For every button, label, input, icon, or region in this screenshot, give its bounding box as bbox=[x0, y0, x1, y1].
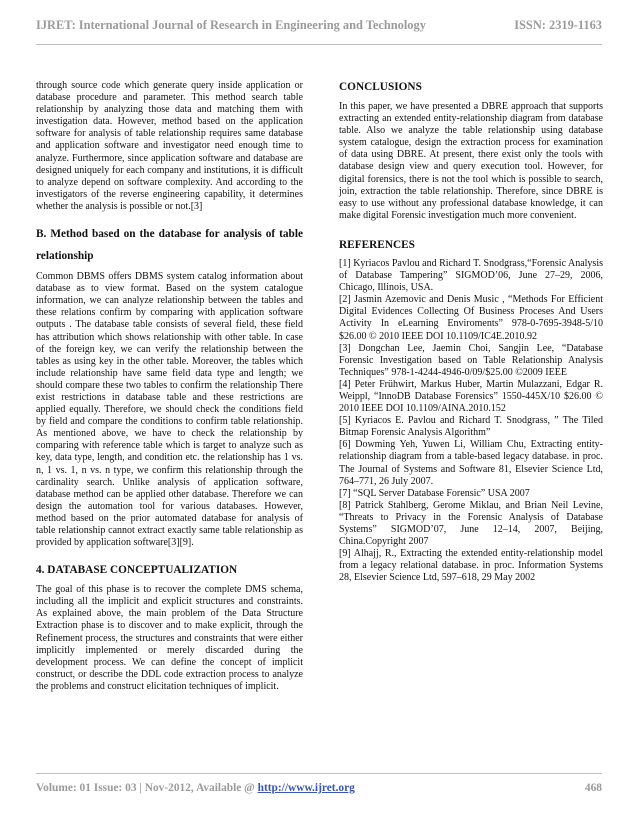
right-column bbox=[339, 80, 603, 584]
conclusions-heading: CONCLUSIONS bbox=[339, 81, 422, 93]
page-number: 468 bbox=[584, 782, 602, 794]
reference-item: [6] Dowming Yeh, Yuwen Li, William Chu, Extracting entity-relationship diagram from a table-based legacy database. in proc. The Journal of Systems and Software 81, Elsevier Science Ltd, 764–771, 26 July 2007. bbox=[339, 439, 603, 487]
reference-item: [7] “SQL Server Database Forensic” USA 2007 bbox=[339, 487, 530, 499]
page-footer bbox=[36, 778, 602, 798]
reference-item: [9] Alhajj, R., Extracting the extended entity-relationship model from a legacy relational database. in proc. Information Systems 28, Elsevier Science Ltd, 597–618, 29 May 2002 bbox=[339, 548, 603, 584]
section-b-paragraph: Common DBMS offers DBMS system catalog information about database as to view format. Based on the system catalogue information, we can analyze relationship between the tables and these relations confirm by comparing with application software outputs . The database table consists of several field, these field has attribution which shows relationship with other table. In case of the foreign key, we can verify the relationship between the tables as using key in the other table. Moreover, the tables which include relationship have same field data type and length; we should compare these two tables to confirm the relationship There exist restrictions in database table and these restrictions are applied equally. Therefore, we should check the conditions field by field and compare the conditions to confirm table relationship. As mentioned above, we have to check the relationship by comparing with reference table which is target to analyze such as key, data type, length, and condition etc. the relationship has 1 vs. n, 1 vs. 1, n vs. n type, we confirm this relationship through the cardinality search. Unlike analysis of application software, database method can be applied other database. Therefore we can design the automation tool for various databases. However, method based on the prior automated database for analysis of table relationship cannot extract exactly same table relationship as provided by application software[3][9]. bbox=[36, 271, 303, 549]
journal-link[interactable]: http://www.ijret.org bbox=[257, 782, 355, 794]
references-heading: REFERENCES bbox=[339, 238, 415, 251]
page-header bbox=[36, 10, 602, 40]
references-list bbox=[339, 258, 603, 585]
reference-item: [2] Jasmin Azemovic and Denis Music , “Methods For Efficient Digital Evidences Collecting Of Business Proceses And Users Activity In eLearning Enviroments” 978-0-7695-3948-5/10 $26.00 © 2010 IEEE DOI 10.1109/IC4E.2010.92 bbox=[339, 294, 603, 342]
conclusions-paragraph: In this paper, we have presented a DBRE approach that supports extracting an extended entity-relationship diagram from database table. Also we analyze the table relationship using database system catalogue, design the extraction process for examination of data using DBRE. At present, there exist only the tools with database design view and query execution tool. However, for digital forensics, there is not the tool which is possible to search, join, extraction the table relationship. Therefore, since DBRE is easy to use without any professional database knowledge, it can make digital Forensic investigation much more convenient. bbox=[339, 101, 603, 221]
journal-title: IJRET: International Journal of Research in Engineering and Technology bbox=[36, 17, 426, 32]
reference-item: [5] Kyriacos E. Pavlou and Richard T. Snodgrass, ” The Tiled Bitmap Forensic Analysis Algorithm” bbox=[339, 415, 603, 439]
section-4-heading: 4. DATABASE CONCEPTUALIZATION bbox=[36, 564, 238, 577]
reference-item: [8] Patrick Stahlberg, Gerome Miklau, and Brian Neil Levine, “Threats to Privacy in the Forensic Analysis of Database Systems” SIGMOD’07, June 12–14, 2007, Beijing, China.Copyright 2007 bbox=[339, 499, 603, 548]
left-column bbox=[36, 80, 303, 693]
header-divider bbox=[36, 44, 602, 45]
footer-divider bbox=[36, 773, 602, 774]
reference-item: [3] Dongchan Lee, Jaemin Choi, Sangjin Lee, “Database Forensic Investigation based on Table Relationship Analysis Techniques” 978-1-4244-4946-0/09/$25.00 ©2009 IEEE bbox=[339, 342, 603, 378]
reference-item: [1] Kyriacos Pavlou and Richard T. Snodgrass,“Forensic Analysis of Database Tampering” SIGMOD’06, June 27–29, 2006, Chicago, Illinois, USA. bbox=[339, 257, 603, 294]
section-4-paragraph: The goal of this phase is to recover the complete DMS schema, including all the implicit and explicit structures and constraints. As explained above, the main problem of the Data Structure Extraction phase is to discover and to make explicit, through the Refinement process, the structures and constraints that were either implicitly implemented or merely discarded during the development process. We can define the concept of implicit construct, or describe the DDL code extraction process to analyze the problems and construct elicitation techniques of implicit. bbox=[36, 584, 303, 692]
issn-label: ISSN: 2319-1163 bbox=[514, 17, 602, 32]
section-b-heading: B. Method based on the database for analysis of table relationship bbox=[36, 228, 303, 263]
intro-paragraph: through source code which generate query inside application or database procedure and parameter. This method search table relationship by analyzing those data and matching them with investigation data. However, method based on the application software for analysis of table relationship requires same database and application software and investigator need enough time to analyze. Furthermore, since application software and database are designed uniquely for each company and institutions, it is difficult to analyze depend on software complexity. And according to the investigators of the reverse engineering capability, it determines whether the analysis is possible or not.[3] bbox=[36, 80, 303, 212]
volume-text: Volume: 01 Issue: 03 | Nov-2012, Available @ bbox=[36, 782, 258, 794]
reference-item: [4] Peter Frühwirt, Markus Huber, Martin Mulazzani, Edgar R. Weippl, “InnoDB Database Forensics” 1550-445X/10 $26.00 © 2010 IEEE DOI 10.1109/AINA.2010.152 bbox=[339, 378, 603, 415]
volume-info bbox=[36, 782, 355, 794]
